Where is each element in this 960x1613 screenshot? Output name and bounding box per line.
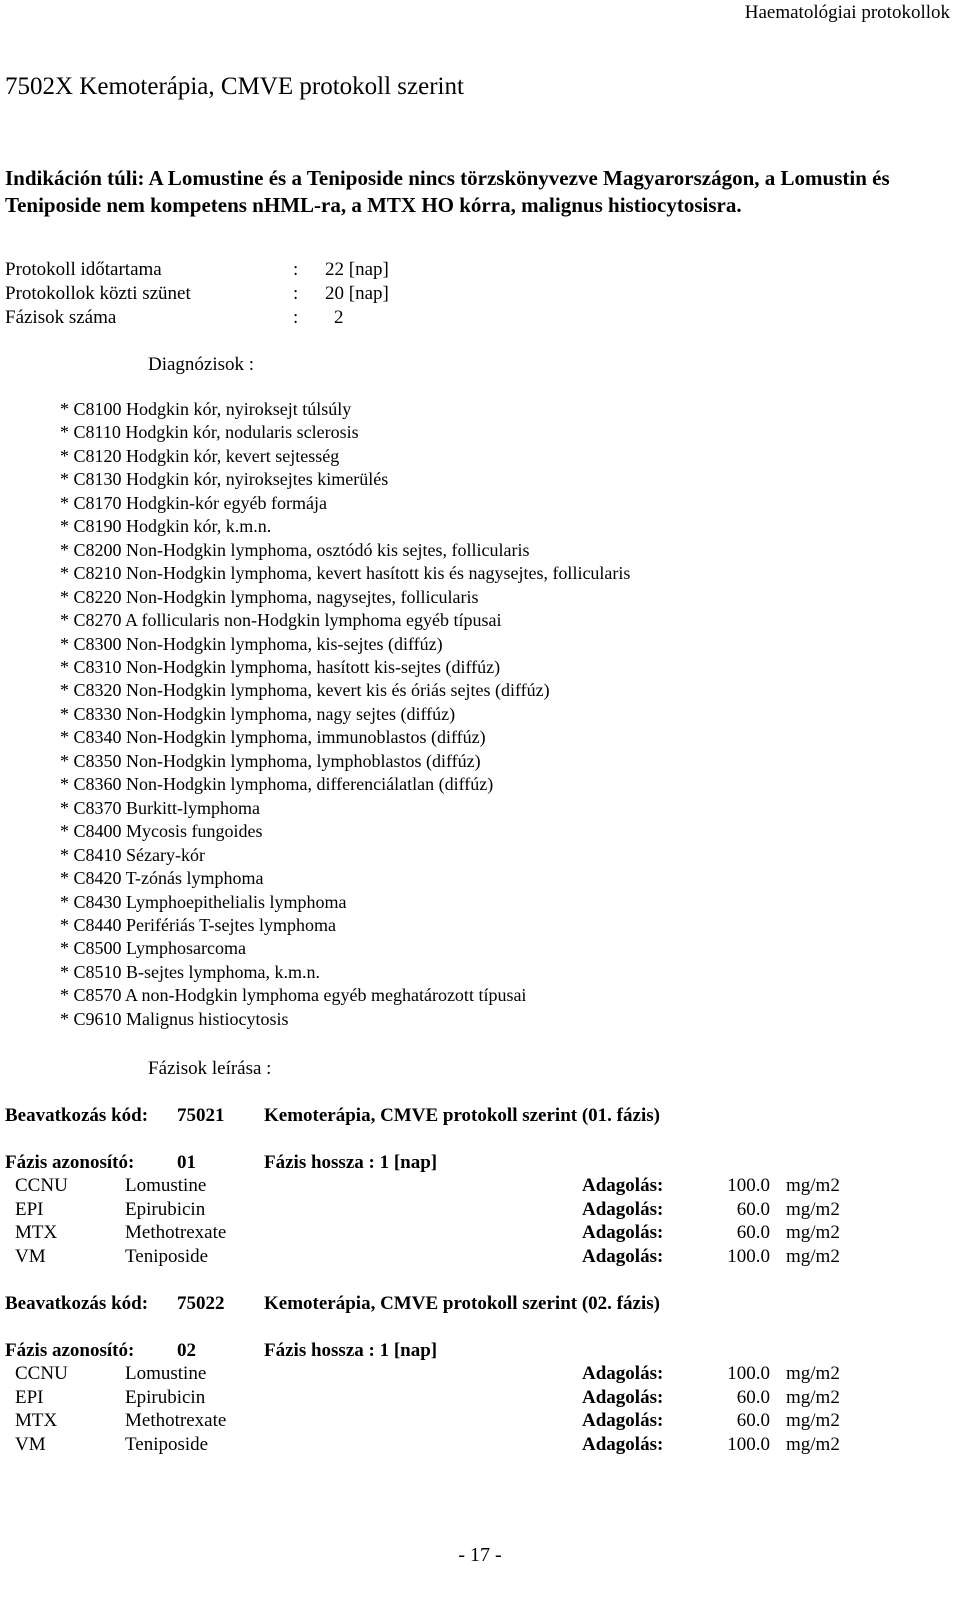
diagnosis-item: * C8570 A non-Hodgkin lymphoma egyéb meghatározott típusai [60,985,527,1006]
diagnosis-item: * C8430 Lymphoepithelialis lymphoma [60,891,347,912]
indication-note: Indikáción túli: A Lomustine és a Teniposide nincs törzskönyvezve Magyarországon, a Lomustin és Teniposide nem kompetens nHML-ra, a MTX HO kórra, malignus histiocytosisra. [5,166,890,217]
diagnosis-item: * C9610 Malignus histiocytosis [60,1008,289,1029]
dose-unit: mg/m2 [786,1175,840,1196]
diagnosis-item: * C8120 Hodgkin kór, kevert sejtesség [60,445,340,466]
dose-value: 60.0 [736,1222,770,1243]
diagnoses-heading: Diagnózisok : [148,354,255,375]
param-duration-value: 22 [nap] [325,259,389,280]
dose-value: 60.0 [736,1387,770,1408]
diagnosis-item: * C8170 Hodgkin-kór egyéb formája [60,492,327,513]
dose-unit: mg/m2 [786,1246,840,1267]
diagnosis-item: * C8320 Non-Hodgkin lymphoma, kevert kis és óriás sejtes (diffúz) [60,680,550,701]
param-break-colon: : [293,283,299,304]
param-duration-colon: : [293,259,299,280]
drug-abbr: CCNU [15,1175,68,1196]
param-phases-label: Fázisok száma [5,307,117,328]
dose-label: Adagolás: [582,1199,664,1220]
dose-value: 100.0 [727,1363,770,1384]
diagnosis-item: * C8100 Hodgkin kór, nyiroksejt túlsúly [60,399,352,419]
drug-name: Lomustine [125,1175,207,1196]
drug-abbr: MTX [15,1222,58,1243]
diagnosis-item: * C8350 Non-Hodgkin lymphoma, lymphoblastos (diffúz) [60,750,481,771]
drug-abbr: EPI [15,1199,44,1220]
drug-abbr: MTX [15,1410,58,1431]
diagnosis-item: * C8110 Hodgkin kór, nodularis sclerosis [60,422,359,443]
diagnosis-item: * C8400 Mycosis fungoides [60,821,263,842]
param-break-label: Protokollok közti szünet [5,283,191,304]
dose-label: Adagolás: [582,1387,664,1408]
intervention-code-label: Beavatkozás kód: [5,1293,149,1314]
drug-abbr: VM [15,1246,46,1267]
diagnosis-item: * C8420 T-zónás lymphoma [60,868,264,889]
dose-unit: mg/m2 [786,1387,840,1408]
dose-label: Adagolás: [582,1246,664,1267]
page-title: 7502X Kemoterápia, CMVE protokoll szerint [5,73,464,100]
phase-length: Fázis hossza : 1 [nap] [264,1152,438,1173]
diagnosis-item: * C8200 Non-Hodgkin lymphoma, osztódó kis sejtes, follicularis [60,539,530,560]
param-phases-colon: : [293,307,299,328]
running-header: Haematológiai protokollok [744,2,950,23]
page-number: - 17 - [458,1544,502,1566]
dose-label: Adagolás: [582,1410,664,1431]
dose-value: 60.0 [736,1410,770,1431]
phase-id: 02 [177,1340,196,1361]
dose-label: Adagolás: [582,1434,664,1455]
dose-value: 100.0 [727,1175,770,1196]
phases-heading: Fázisok leírása : [148,1058,272,1079]
diagnosis-item: * C8410 Sézary-kór [60,844,205,865]
drug-name: Teniposide [125,1434,209,1455]
diagnosis-item: * C8370 Burkitt-lymphoma [60,797,260,818]
drug-name: Methotrexate [125,1410,227,1431]
diagnosis-item: * C8130 Hodgkin kór, nyiroksejtes kimerülés [60,469,389,490]
param-duration-label: Protokoll időtartama [5,259,162,280]
dose-label: Adagolás: [582,1175,664,1196]
dose-unit: mg/m2 [786,1199,840,1220]
phase-id-label: Fázis azonosító: [5,1152,135,1173]
diagnosis-item: * C8310 Non-Hodgkin lymphoma, hasított kis-sejtes (diffúz) [60,656,501,677]
dose-unit: mg/m2 [786,1434,840,1455]
diagnosis-item: * C8220 Non-Hodgkin lymphoma, nagysejtes, follicularis [60,586,479,607]
diagnosis-item: * C8360 Non-Hodgkin lymphoma, differenciálatlan (diffúz) [60,774,494,795]
dose-label: Adagolás: [582,1363,664,1384]
dose-unit: mg/m2 [786,1363,840,1384]
param-phases-value: 2 [334,307,344,328]
phase-id-label: Fázis azonosító: [5,1340,135,1361]
drug-abbr: EPI [15,1387,44,1408]
diagnosis-item: * C8270 A follicularis non-Hodgkin lymphoma egyéb típusai [60,610,502,631]
intervention-code: 75021 [177,1105,225,1126]
diagnosis-item: * C8190 Hodgkin kór, k.m.n. [60,516,272,537]
drug-name: Epirubicin [125,1199,206,1220]
diagnosis-item: * C8500 Lymphosarcoma [60,938,246,959]
diagnosis-item: * C8510 B-sejtes lymphoma, k.m.n. [60,961,320,982]
diagnosis-item: * C8330 Non-Hodgkin lymphoma, nagy sejtes (diffúz) [60,703,456,724]
diagnosis-item: * C8340 Non-Hodgkin lymphoma, immunoblastos (diffúz) [60,727,486,748]
dose-value: 100.0 [727,1246,770,1267]
phase-id: 01 [177,1152,196,1173]
dose-unit: mg/m2 [786,1222,840,1243]
intervention-code: 75022 [177,1293,225,1314]
dose-unit: mg/m2 [786,1410,840,1431]
phase-length: Fázis hossza : 1 [nap] [264,1340,438,1361]
param-break-value: 20 [nap] [325,283,389,304]
diagnosis-item: * C8300 Non-Hodgkin lymphoma, kis-sejtes (diffúz) [60,633,443,654]
drug-name: Epirubicin [125,1387,206,1408]
drug-abbr: CCNU [15,1363,68,1384]
drug-name: Methotrexate [125,1222,227,1243]
drug-abbr: VM [15,1434,46,1455]
diagnosis-item: * C8440 Perifériás T-sejtes lymphoma [60,914,336,935]
dose-value: 100.0 [727,1434,770,1455]
drug-name: Lomustine [125,1363,207,1384]
diagnosis-item: * C8210 Non-Hodgkin lymphoma, kevert hasított kis és nagysejtes, follicularis [60,563,631,584]
intervention-name: Kemoterápia, CMVE protokoll szerint (02. fázis) [264,1293,660,1314]
intervention-code-label: Beavatkozás kód: [5,1105,149,1126]
intervention-name: Kemoterápia, CMVE protokoll szerint (01. fázis) [264,1105,660,1126]
drug-name: Teniposide [125,1246,209,1267]
dose-value: 60.0 [736,1199,770,1220]
diagnoses-list [60,398,630,1031]
dose-label: Adagolás: [582,1222,664,1243]
